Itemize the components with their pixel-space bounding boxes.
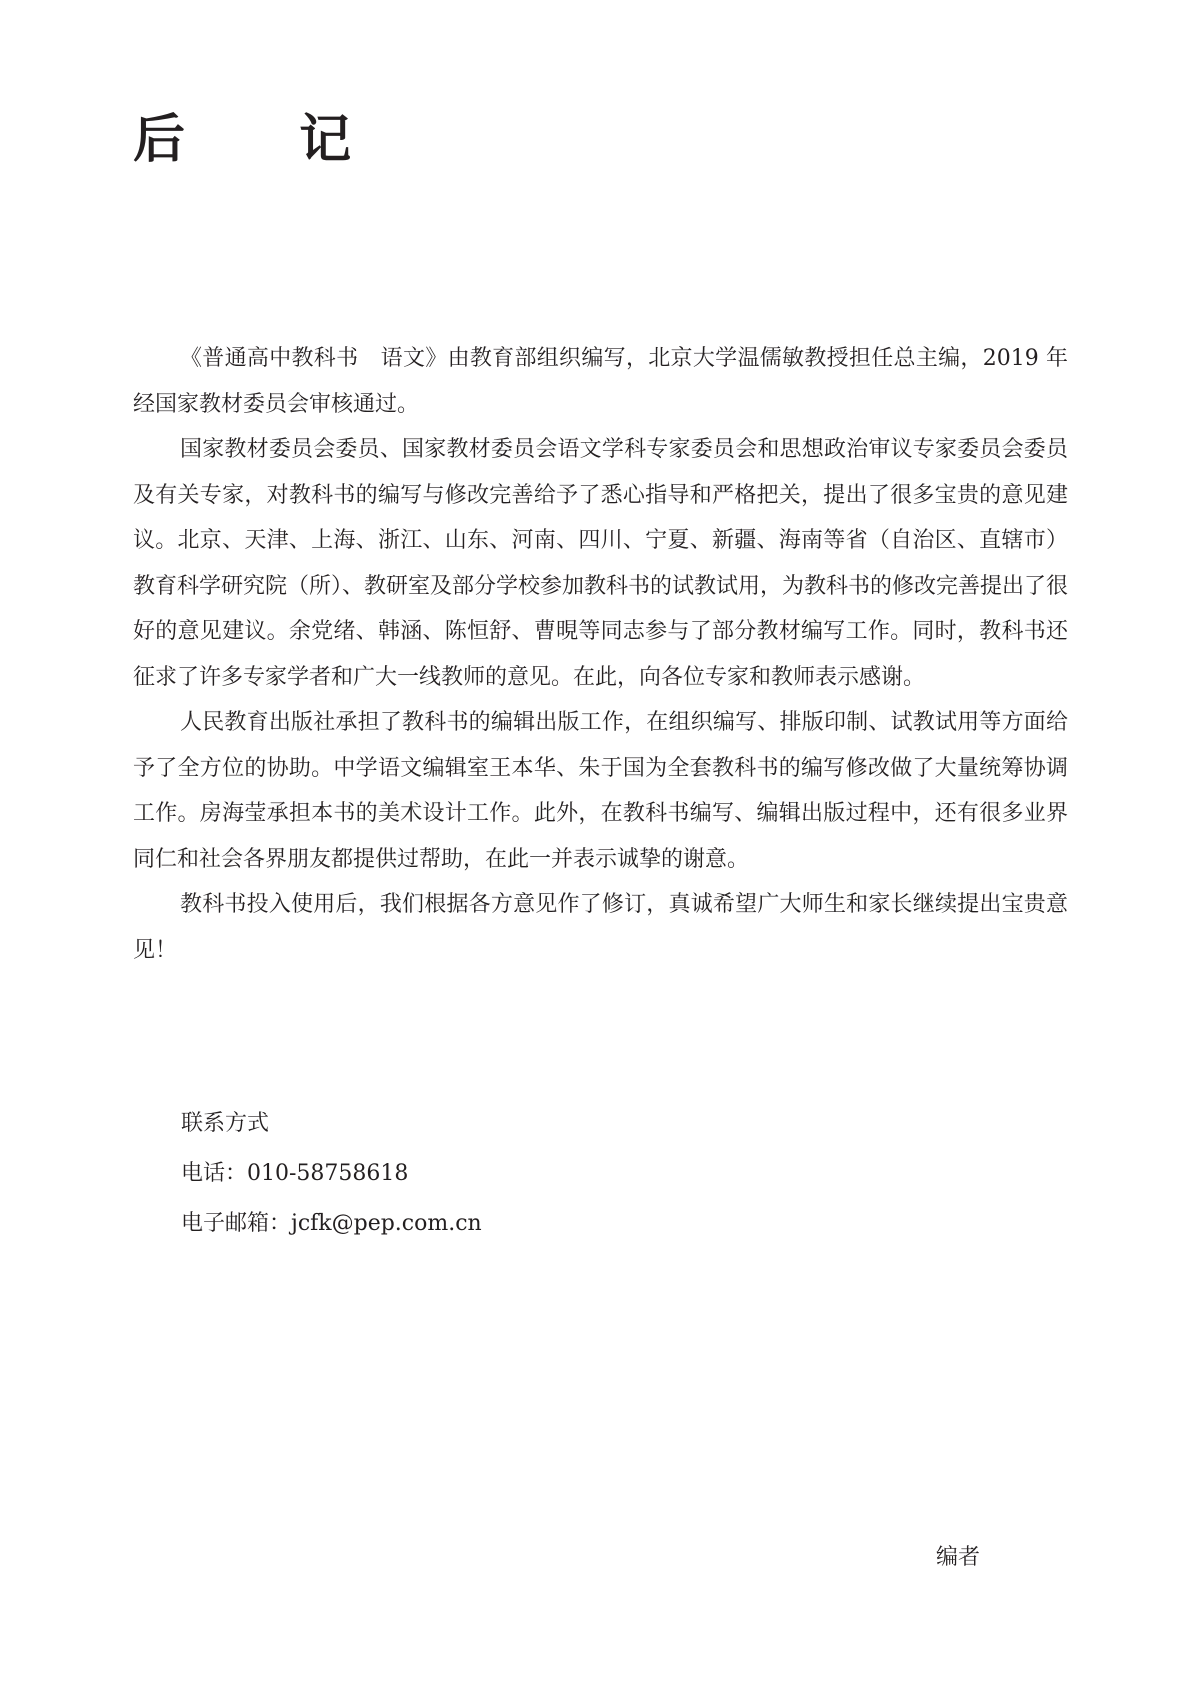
- page-title: 后 记: [133, 110, 400, 170]
- paragraph-feedback-request: 教科书投入使用后，我们根据各方意见作了修订，真诚希望广大师生和家长继续提出宝贵意见！: [133, 892, 1068, 963]
- paragraph-acknowledgements-publisher: 人民教育出版社承担了教科书的编辑出版工作，在组织编写、排版印制、试教试用等方面给予了全方位的协助。中学语文编辑室王本华、朱于国为全套教科书的编写修改做了大量统筹协调工作。房海莹承担本书的美术设计工作。此外，在教科书编写、编辑出版过程中，还有很多业界同仁和社会各界朋友都提供过帮助，在此一并表示诚挚的谢意。: [133, 710, 1068, 872]
- contact-phone: 电话：010-58758618: [181, 1161, 409, 1186]
- paragraph-intro: 《普通高中教科书 语文》由教育部组织编写，北京大学温儒敏教授担任总主编，2019 年经国家教材委员会审核通过。: [133, 346, 1068, 417]
- paragraph-acknowledgements-experts: 国家教材委员会委员、国家教材委员会语文学科专家委员会和思想政治审议专家委员会委员及有关专家，对教科书的编写与修改完善给予了悉心指导和严格把关，提出了很多宝贵的意见建议。北京、天津、上海、浙江、山东、河南、四川、宁夏、新疆、海南等省（自治区、直辖市）教育科学研究院（所）、教研室及部分学校参加教科书的试教试用，为教科书的修改完善提出了很好的意见建议。余党绪、韩涵、陈恒舒、曹晛等同志参与了部分教材编写工作。同时，教科书还征求了许多专家学者和广大一线教师的意见。在此，向各位专家和教师表示感谢。: [133, 437, 1069, 690]
- contact-email: 电子邮箱：jcfk@pep.com.cn: [181, 1211, 482, 1236]
- contact-info: [181, 1099, 482, 1249]
- contact-heading: 联系方式: [181, 1111, 270, 1136]
- afterword-body: [133, 336, 1068, 973]
- signature-editors: 编者: [936, 1545, 981, 1570]
